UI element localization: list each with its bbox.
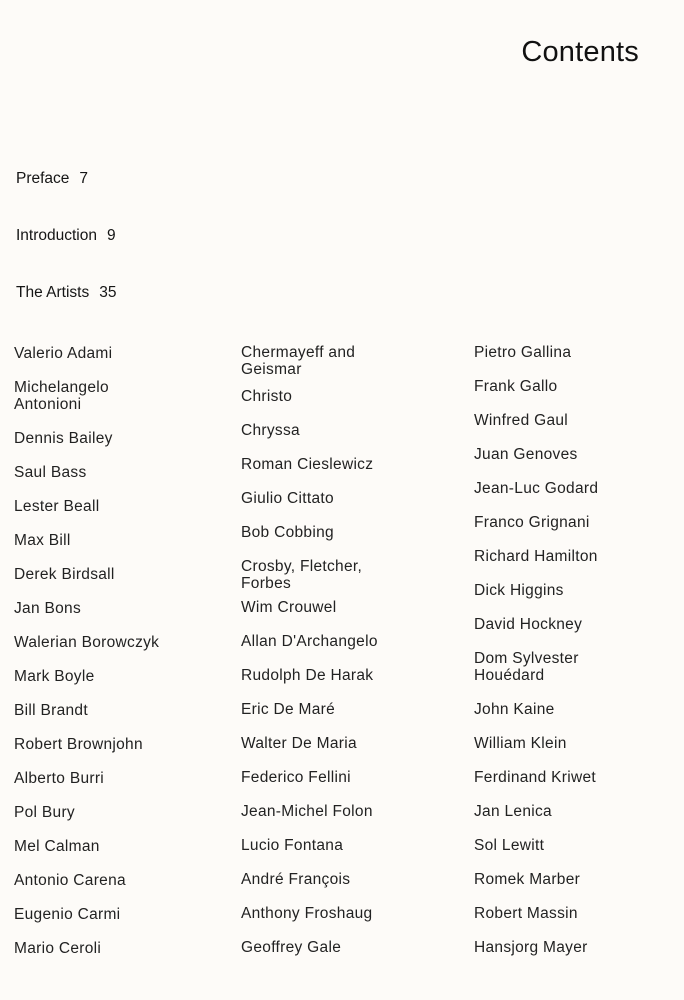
section-entry-the-artists[interactable] [16, 284, 116, 302]
artist-name: Robert Massin [474, 905, 578, 922]
artist-name: Jean-Luc Godard [474, 480, 599, 497]
artist-name: Frank Gallo [474, 378, 558, 395]
section-label: Preface [16, 170, 70, 187]
artist-name: Crosby, Fletcher, Forbes [241, 558, 363, 592]
artist-name: Juan Genoves [474, 446, 578, 463]
artist-name: Max Bill [14, 532, 71, 549]
artist-name: Saul Bass [14, 464, 87, 481]
artist-name: Federico Fellini [241, 769, 351, 786]
artist-name: Bob Cobbing [241, 524, 334, 541]
artist-name: Eric De Maré [241, 701, 336, 718]
artist-name: Dennis Bailey [14, 430, 113, 447]
artist-name: Lucio Fontana [241, 837, 344, 854]
artist-name: Walter De Maria [241, 735, 357, 752]
artist-name: Mario Ceroli [14, 940, 102, 957]
page-title: Contents [521, 36, 639, 68]
artist-name: Jan Lenica [474, 803, 552, 820]
artist-name: Rudolph De Harak [241, 667, 374, 684]
artist-name: Pietro Gallina [474, 344, 572, 361]
artist-name: André François [241, 871, 351, 888]
artist-name: Roman Cieslewicz [241, 456, 374, 473]
artist-name: Richard Hamilton [474, 548, 598, 565]
artist-name: Franco Grignani [474, 514, 590, 531]
section-page-number: 35 [99, 284, 117, 301]
artist-name: Chermayeff and Geismar [241, 344, 356, 378]
artist-name: Eugenio Carmi [14, 906, 121, 923]
artist-name: Dick Higgins [474, 582, 564, 599]
artist-name: Giulio Cittato [241, 490, 334, 507]
artist-name: Romek Marber [474, 871, 581, 888]
artist-name: Mel Calman [14, 838, 100, 855]
artist-name: Wim Crouwel [241, 599, 337, 616]
section-page-number: 9 [107, 227, 116, 244]
section-label: The Artists [16, 284, 90, 301]
artist-name: Anthony Froshaug [241, 905, 373, 922]
artist-name: Alberto Burri [14, 770, 105, 787]
artist-name: Jean-Michel Folon [241, 803, 373, 820]
artist-name: David Hockney [474, 616, 583, 633]
artist-name: Bill Brandt [14, 702, 88, 719]
artist-name: Winfred Gaul [474, 412, 569, 429]
artist-name: Michelangelo Antonioni [14, 379, 109, 413]
artist-name: John Kaine [474, 701, 555, 718]
artist-name: Pol Bury [14, 804, 75, 821]
artist-name: William Klein [474, 735, 567, 752]
artist-name: Sol Lewitt [474, 837, 545, 854]
artist-name: Walerian Borowczyk [14, 634, 160, 651]
section-entry-introduction[interactable] [16, 227, 116, 245]
artist-name: Dom Sylvester Houédard [474, 650, 579, 684]
artist-name: Derek Birdsall [14, 566, 115, 583]
artist-name: Mark Boyle [14, 668, 95, 685]
section-label: Introduction [16, 227, 97, 244]
artist-name: Christo [241, 388, 293, 405]
artist-name: Lester Beall [14, 498, 100, 515]
artist-name: Geoffrey Gale [241, 939, 342, 956]
artist-name: Antonio Carena [14, 872, 126, 889]
artist-name: Hansjorg Mayer [474, 939, 588, 956]
artist-name: Allan D'Archangelo [241, 633, 378, 650]
section-entry-preface[interactable] [16, 170, 88, 188]
artist-name: Chryssa [241, 422, 300, 439]
section-page-number: 7 [79, 170, 89, 187]
artist-name: Ferdinand Kriwet [474, 769, 596, 786]
artist-name: Jan Bons [14, 600, 82, 617]
artist-name: Robert Brownjohn [14, 736, 143, 753]
artist-name: Valerio Adami [14, 345, 113, 362]
